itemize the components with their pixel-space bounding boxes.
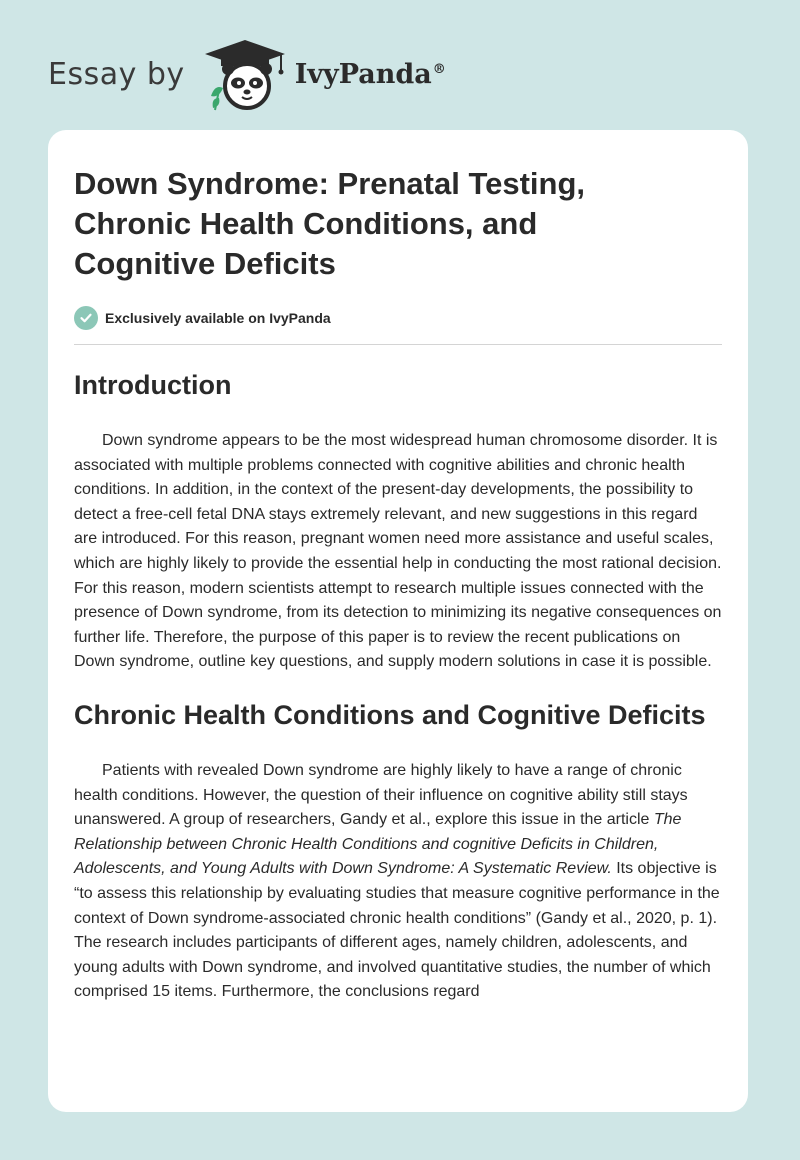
exclusive-badge-text: Exclusively available on IvyPanda xyxy=(105,310,331,326)
essay-card xyxy=(48,130,748,1112)
panda-graduation-cap-logo-icon xyxy=(201,36,289,112)
brand-name xyxy=(295,59,446,90)
introduction-paragraph: Down syndrome appears to be the most widespread human chromosome disorder. It is associated with multiple problems connected with cognitive abilities and chronic health conditions. In addition, in the context of the present-day developments, the possibility to detect a free-cell fetal DNA stays extremely relevant, and new suggestions in this regard are introduced. For this reason, pregnant women need more assistance and useful scales, which are highly likely to provide the essential help in conducting the most rational decision. For this reason, modern scientists attempt to research multiple issues connected with the presence of Down syndrome, from its detection to minimizing its negative consequences on further life. Therefore, the purpose of this paper is to review the recent publications on Down syndrome, outline key questions, and supply modern solutions in case it is possible. xyxy=(74,432,722,671)
exclusive-badge xyxy=(74,306,722,330)
site-header xyxy=(48,36,446,112)
essay-by-label: Essay by xyxy=(48,56,185,92)
registered-mark: ® xyxy=(432,61,446,77)
essay-title: Down Syndrome: Prenatal Testing, Chronic Health Conditions, and Cognitive Deficits xyxy=(74,166,586,281)
check-circle-icon xyxy=(74,306,98,330)
chronic-health-paragraph xyxy=(74,759,722,1005)
divider xyxy=(74,344,722,345)
brand-text: IvyPanda xyxy=(294,58,432,90)
paragraph-text-before: Patients with revealed Down syndrome are highly likely to have a range of chronic health conditions. However, the question of their influence on cognitive ability still stays unanswered. A group of researchers, Gandy et al., explore this issue in the article xyxy=(74,761,688,829)
section-heading-chronic-health: Chronic Health Conditions and Cognitive Deficits xyxy=(74,699,706,730)
section-heading-introduction: Introduction xyxy=(74,370,232,400)
paragraph-text-after: Its objective is “to assess this relationship by evaluating studies that measure cognitive performance in the context of Down syndrome-associated chronic health conditions” (Gandy et al., 2020, p. 1). The research includes participants of different ages, namely children, adolescents, and young adults with Down syndrome, and involved quantitative studies, the number of which comprised 15 items. Furthermore, the conclusions regard xyxy=(74,860,720,1001)
article-title-citation: The Relationship between Chronic Health Conditions and cognitive Deficits in Children, Adolescents, and Young Adults with Down Syndrome: A Systematic Review. xyxy=(74,811,682,878)
